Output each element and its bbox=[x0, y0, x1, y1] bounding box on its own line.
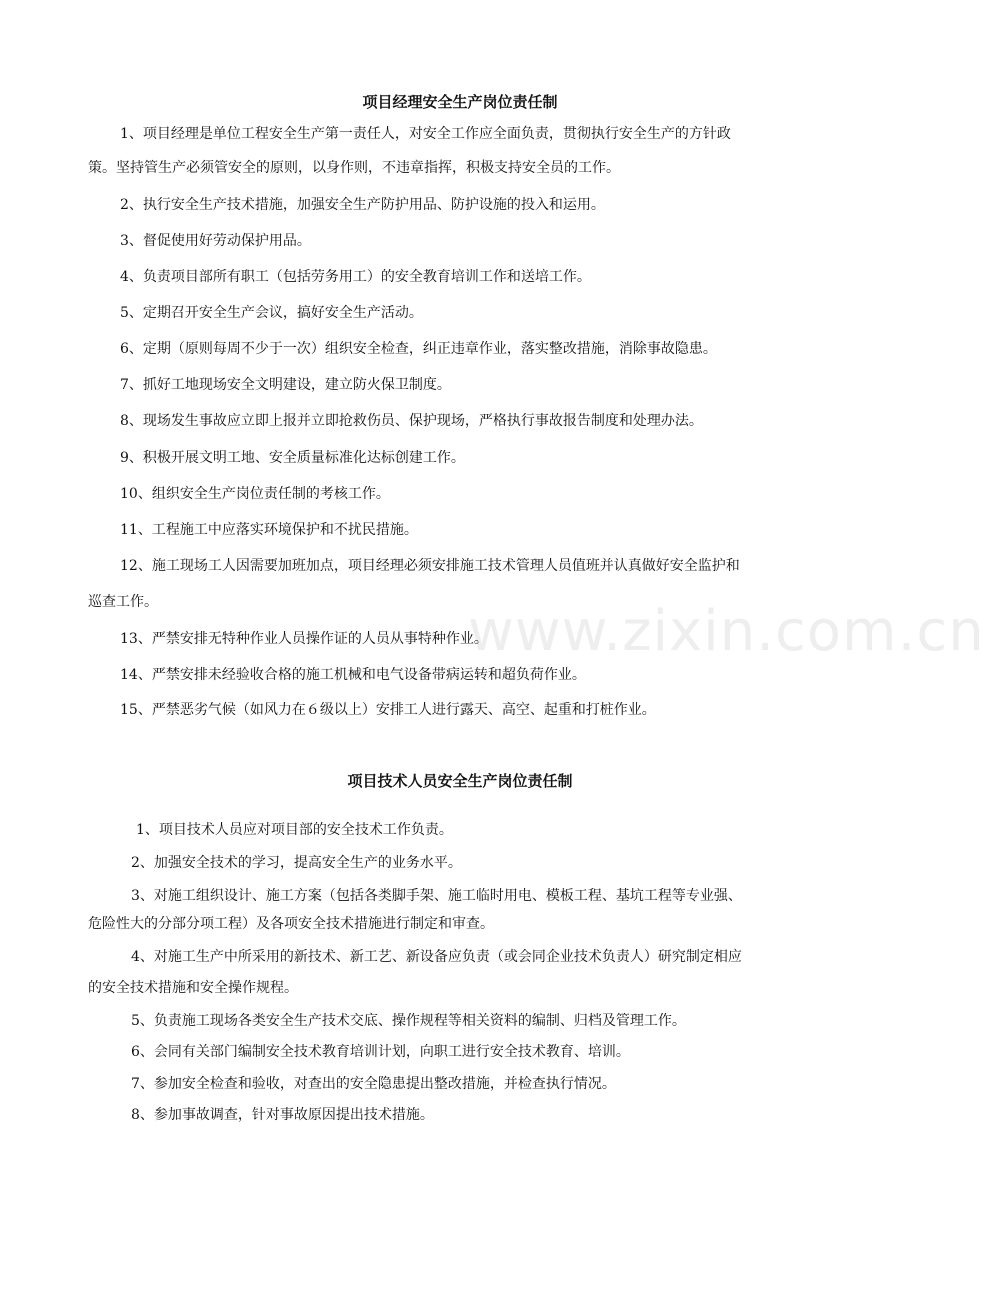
section1-line: 7、抓好工地现场安全文明建设，建立防火保卫制度。 bbox=[120, 377, 451, 393]
section1-line: 6、定期（原则每周不少于一次）组织安全检查，纠正违章作业，落实整改措施，消除事故隐患。 bbox=[120, 341, 717, 357]
section1-line: 15、严禁恶劣气候（如风力在６级以上）安排工人进行露天、高空、起重和打桩作业。 bbox=[120, 702, 656, 718]
section2-line: 7、参加安全检查和验收，对查出的安全隐患提出整改措施，并检查执行情况。 bbox=[131, 1076, 616, 1092]
section1-line: 11、工程施工中应落实环境保护和不扰民措施。 bbox=[120, 522, 418, 538]
section2-line: 的安全技术措施和安全操作规程。 bbox=[88, 980, 298, 996]
section2-title: 项目技术人员安全生产岗位责任制 bbox=[347, 772, 573, 790]
section1-line: 12、施工现场工人因需要加班加点，项目经理必须安排施工技术管理人员值班并认真做好安全监护和 bbox=[120, 558, 740, 574]
section1-line: 8、现场发生事故应立即上报并立即抢救伤员、保护现场，严格执行事故报告制度和处理办法。 bbox=[120, 413, 703, 429]
watermark: www.zixin.com.cn bbox=[468, 599, 985, 664]
section1-line: 10、组织安全生产岗位责任制的考核工作。 bbox=[120, 486, 390, 502]
section2-line: 4、对施工生产中所采用的新技术、新工艺、新设备应负责（或会同企业技术负责人）研究制定相应 bbox=[131, 949, 742, 965]
section2-line: 6、会同有关部门编制安全技术教育培训计划，向职工进行安全技术教育、培训。 bbox=[131, 1044, 630, 1060]
section2-line: 1、项目技术人员应对项目部的安全技术工作负责。 bbox=[136, 822, 453, 838]
section1-title: 项目经理安全生产岗位责任制 bbox=[362, 93, 558, 111]
section2-line: 2、加强安全技术的学习，提高安全生产的业务水平。 bbox=[131, 855, 462, 871]
section1-line: 2、执行安全生产技术措施，加强安全生产防护用品、防护设施的投入和运用。 bbox=[120, 197, 605, 213]
section1-line: 14、严禁安排未经验收合格的施工机械和电气设备带病运转和超负荷作业。 bbox=[120, 667, 586, 683]
section2-line: 3、对施工组织设计、施工方案（包括各类脚手架、施工临时用电、模板工程、基坑工程等专业强、 bbox=[131, 888, 742, 904]
section2-line: 5、负责施工现场各类安全生产技术交底、操作规程等相关资料的编制、归档及管理工作。 bbox=[131, 1013, 686, 1029]
section1-line: 策。坚持管生产必须管安全的原则，以身作则，不违章指挥，积极支持安全员的工作。 bbox=[88, 160, 620, 176]
section1-line: 13、严禁安排无特种作业人员操作证的人员从事特种作业。 bbox=[120, 631, 488, 647]
section1-line: 5、定期召开安全生产会议，搞好安全生产活动。 bbox=[120, 305, 423, 321]
section1-line: 4、负责项目部所有职工（包括劳务用工）的安全教育培训工作和送培工作。 bbox=[120, 269, 591, 285]
section1-line: 1、项目经理是单位工程安全生产第一责任人，对安全工作应全面负责，贯彻执行安全生产的方针政 bbox=[120, 126, 731, 142]
section1-line: 9、积极开展文明工地、安全质量标准化达标创建工作。 bbox=[120, 450, 465, 466]
section2-line: 危险性大的分部分项工程）及各项安全技术措施进行制定和审查。 bbox=[88, 916, 494, 932]
section2-line: 8、参加事故调查，针对事故原因提出技术措施。 bbox=[131, 1107, 434, 1123]
section1-line: 巡查工作。 bbox=[88, 594, 158, 610]
section1-line: 3、督促使用好劳动保护用品。 bbox=[120, 233, 311, 249]
